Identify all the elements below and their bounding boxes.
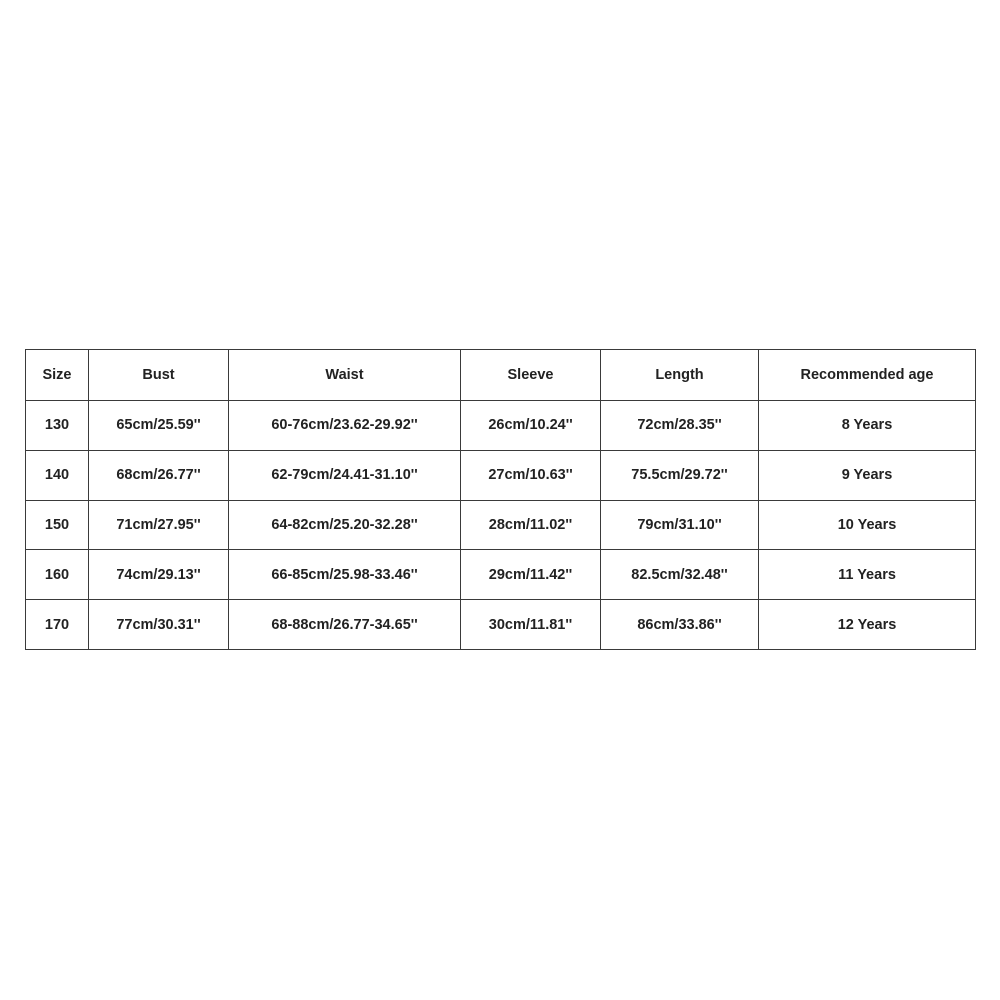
cell-waist: 68-88cm/26.77-34.65'' — [229, 600, 461, 650]
cell-sleeve: 30cm/11.81'' — [461, 600, 601, 650]
cell-length: 79cm/31.10'' — [601, 500, 759, 550]
header-recommended-age: Recommended age — [759, 350, 976, 401]
table-row — [26, 550, 976, 600]
cell-recommended-age: 8 Years — [759, 401, 976, 451]
cell-length: 72cm/28.35'' — [601, 401, 759, 451]
cell-sleeve: 29cm/11.42'' — [461, 550, 601, 600]
cell-bust: 65cm/25.59'' — [89, 401, 229, 451]
cell-bust: 77cm/30.31'' — [89, 600, 229, 650]
header-row — [26, 350, 976, 401]
cell-length: 75.5cm/29.72'' — [601, 450, 759, 500]
cell-length: 86cm/33.86'' — [601, 600, 759, 650]
cell-waist: 60-76cm/23.62-29.92'' — [229, 401, 461, 451]
header-waist: Waist — [229, 350, 461, 401]
size-chart-header — [26, 350, 976, 401]
cell-recommended-age: 11 Years — [759, 550, 976, 600]
header-sleeve: Sleeve — [461, 350, 601, 401]
cell-size: 150 — [26, 500, 89, 550]
cell-sleeve: 28cm/11.02'' — [461, 500, 601, 550]
cell-sleeve: 26cm/10.24'' — [461, 401, 601, 451]
size-chart-body — [26, 401, 976, 650]
cell-size: 160 — [26, 550, 89, 600]
cell-bust: 68cm/26.77'' — [89, 450, 229, 500]
cell-recommended-age: 10 Years — [759, 500, 976, 550]
cell-waist: 66-85cm/25.98-33.46'' — [229, 550, 461, 600]
cell-recommended-age: 12 Years — [759, 600, 976, 650]
table-row — [26, 500, 976, 550]
table-row — [26, 600, 976, 650]
cell-size: 170 — [26, 600, 89, 650]
cell-bust: 71cm/27.95'' — [89, 500, 229, 550]
cell-waist: 64-82cm/25.20-32.28'' — [229, 500, 461, 550]
cell-size: 140 — [26, 450, 89, 500]
cell-length: 82.5cm/32.48'' — [601, 550, 759, 600]
cell-recommended-age: 9 Years — [759, 450, 976, 500]
cell-size: 130 — [26, 401, 89, 451]
header-bust: Bust — [89, 350, 229, 401]
header-length: Length — [601, 350, 759, 401]
size-chart-table — [25, 349, 976, 650]
table-row — [26, 450, 976, 500]
cell-sleeve: 27cm/10.63'' — [461, 450, 601, 500]
header-size: Size — [26, 350, 89, 401]
table-row — [26, 401, 976, 451]
cell-bust: 74cm/29.13'' — [89, 550, 229, 600]
cell-waist: 62-79cm/24.41-31.10'' — [229, 450, 461, 500]
